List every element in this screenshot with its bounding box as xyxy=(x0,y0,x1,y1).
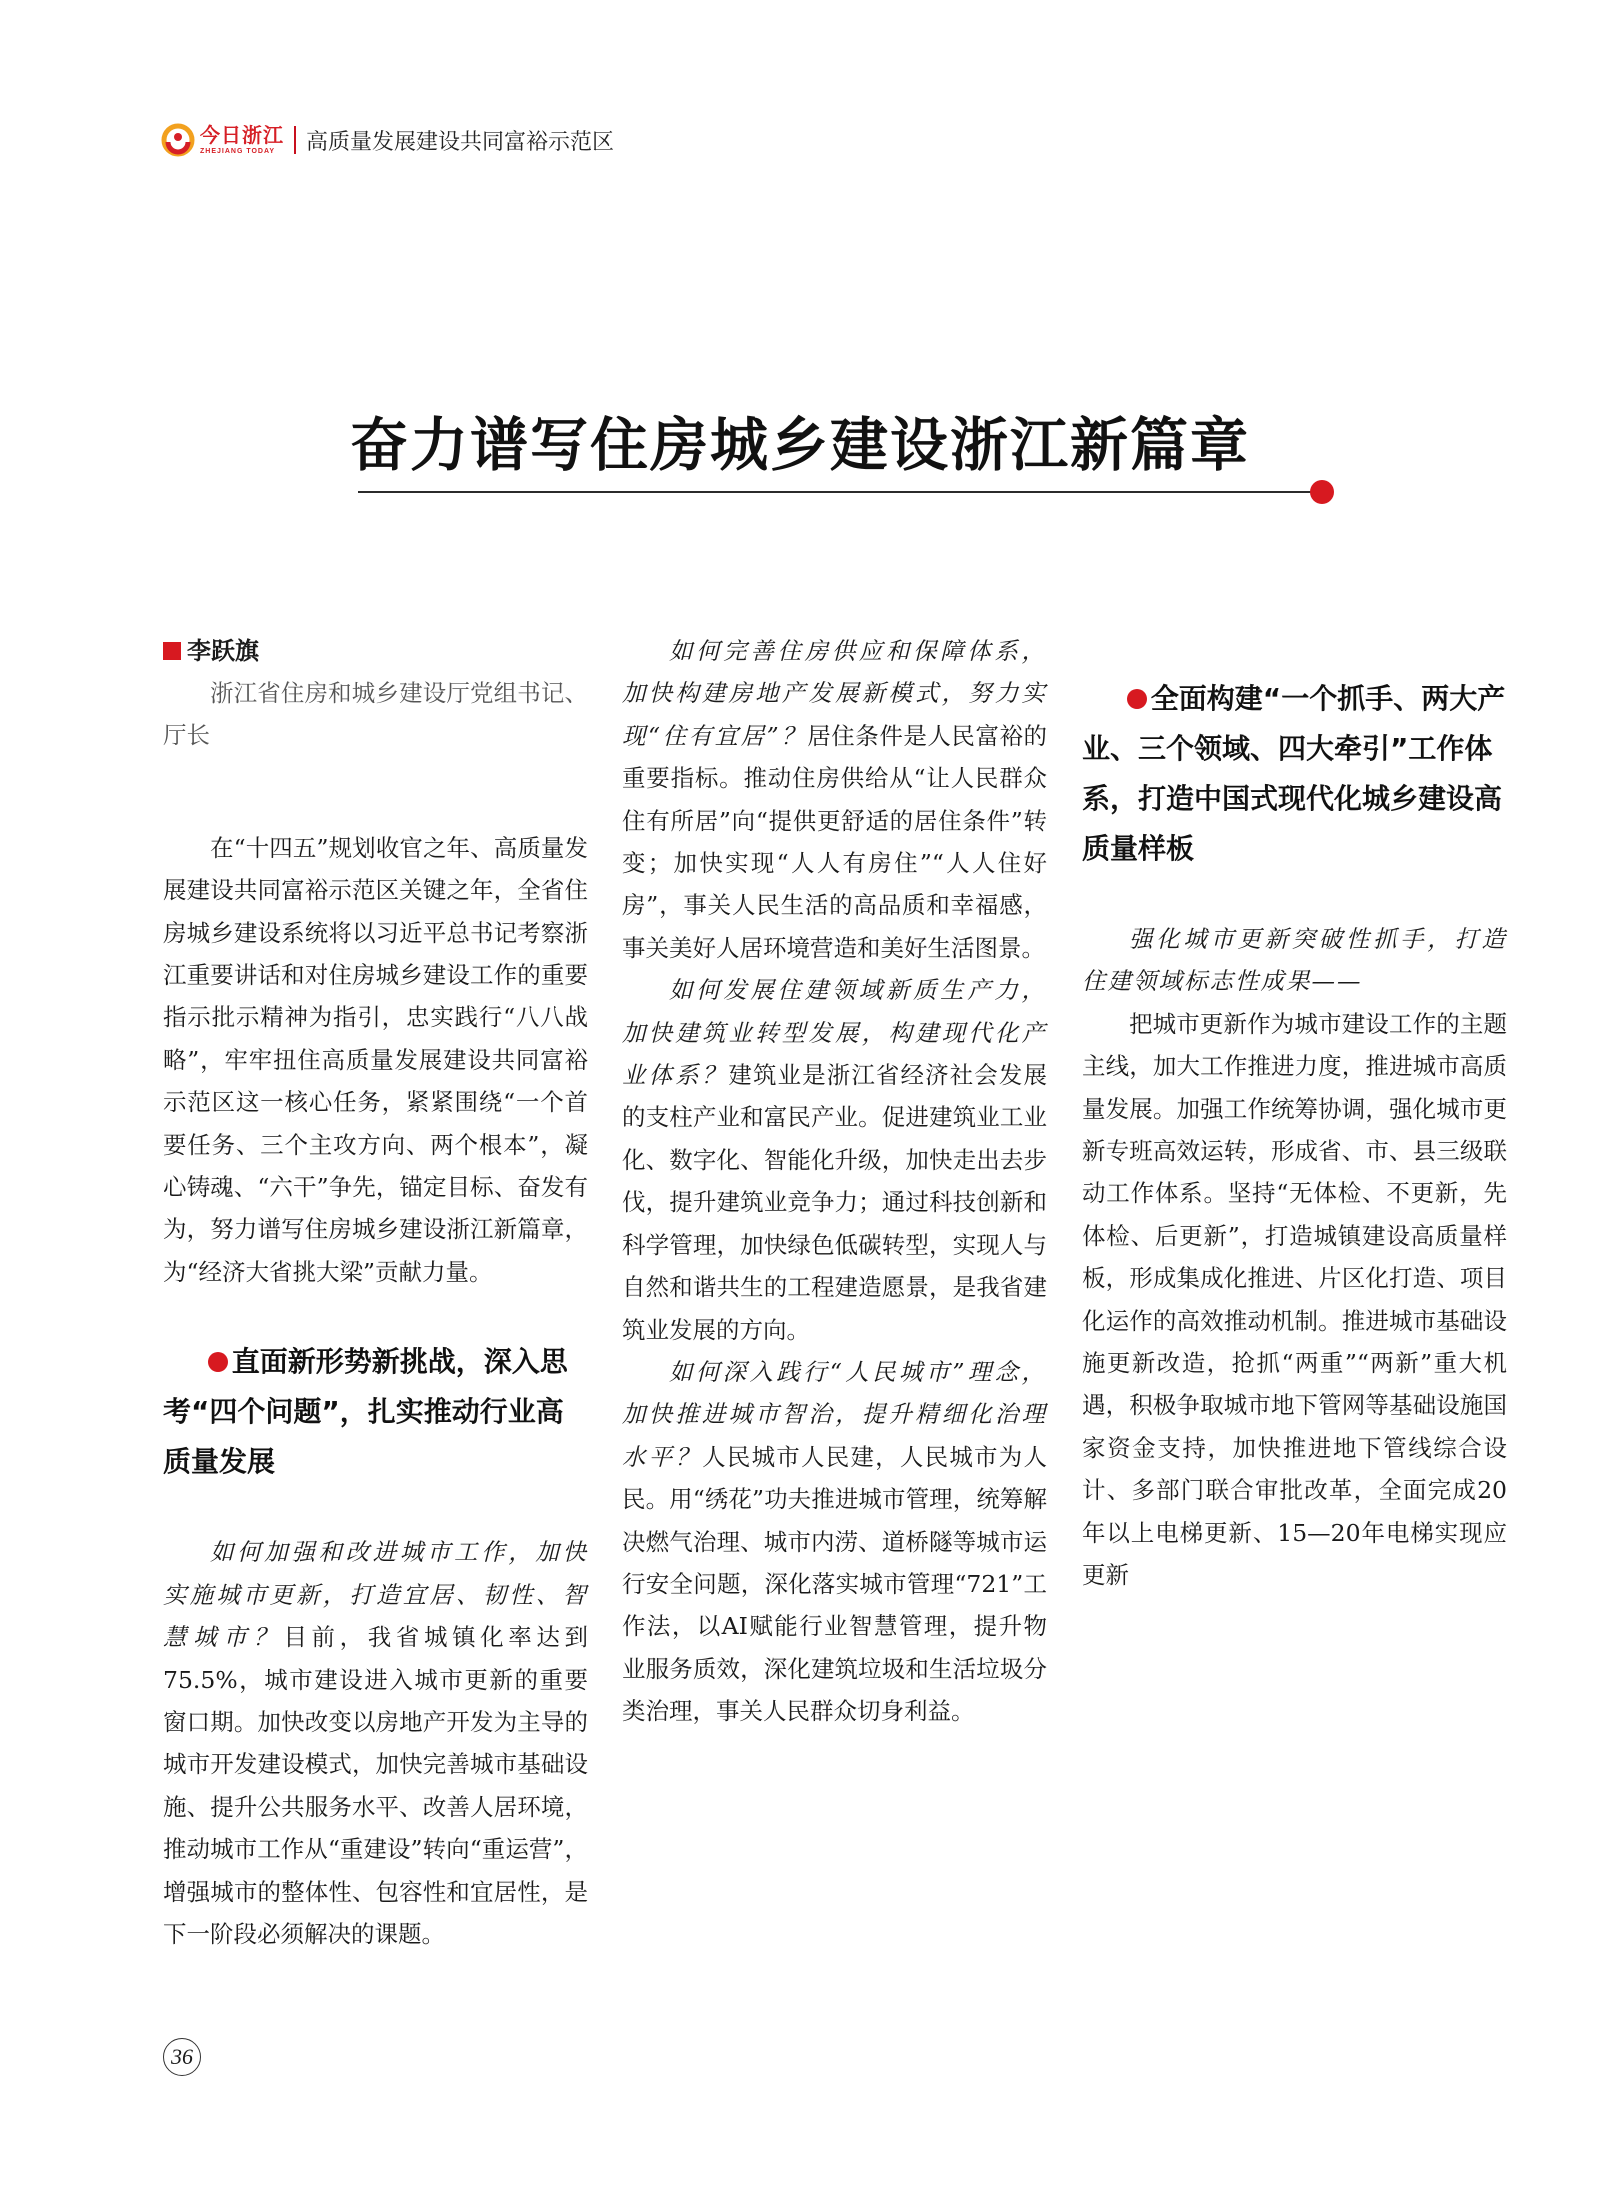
question-3 xyxy=(622,969,1047,1351)
question-3-body: 建筑业是浙江省经济社会发展的支柱产业和富民产业。促进建筑业工业化、数字化、智能化升级，加快走出去步伐，提升建筑业竞争力；通过科技创新和科学管理，加快绿色低碳转型，实现人与自然和谐共生的工程建造愿景，是我省建筑业发展的方向。 xyxy=(622,1061,1047,1344)
title-red-dot xyxy=(1310,480,1334,504)
subsection-1-lead: 强化城市更新突破性抓手，打造住建领域标志性成果—— xyxy=(1082,925,1507,996)
question-4-lead: 如何深入践行“人民城市”理念，加快推进城市智治，提升精细化治理水平？ xyxy=(622,1357,1047,1471)
magazine-logo xyxy=(160,122,284,158)
header-divider xyxy=(294,126,296,154)
red-bullet-icon xyxy=(1127,689,1147,709)
logo-english-text: ZHEJIANG TODAY xyxy=(200,148,276,155)
red-square-icon xyxy=(163,642,181,660)
question-2 xyxy=(622,630,1047,969)
question-3-lead: 如何发展住建领域新质生产力，加快建筑业转型发展，构建现代化产业体系？ xyxy=(622,976,1047,1090)
page-header xyxy=(160,120,614,160)
author-line xyxy=(163,630,588,672)
article-title: 奋力谱写住房城乡建设浙江新篇章 xyxy=(349,411,1250,479)
red-bullet-icon xyxy=(208,1352,228,1372)
section-heading-2: 全面构建“一个抓手、两大产业、三个领域、四大牵引”工作体系，打造中国式现代化城乡建设高质量样板 xyxy=(1082,682,1506,865)
question-4-body: 人民城市人民建，人民城市为人民。用“绣花”功夫推进城市管理，统筹解决燃气治理、城市内涝、道桥隧等城市运行安全问题，深化落实城市管理“721”工作法，以AI赋能行业智慧管理，提升物业服务质效，深化建筑垃圾和生活垃圾分类治理，事关人民群众切身利益。 xyxy=(622,1442,1047,1726)
question-2-lead: 如何完善住房供应和保障体系，加快构建房地产发展新模式，努力实现“住有宜居”？ xyxy=(622,637,1047,750)
question-1-lead: 如何加强和改进城市工作，加快实施城市更新，打造宜居、韧性、智慧城市？ xyxy=(163,1538,588,1652)
section-heading-1: 直面新形势新挑战，深入思考“四个问题”，扎实推动行业高质量发展 xyxy=(163,1345,568,1479)
question-1 xyxy=(163,1531,588,1955)
logo-swirl-icon xyxy=(160,122,196,158)
column-3 xyxy=(1082,630,1507,1597)
section-name: 高质量发展建设共同富裕示范区 xyxy=(306,129,615,155)
column-1 xyxy=(163,630,588,1955)
subsection-1-body: 把城市更新作为城市建设工作的主题主线，加大工作推进力度，推进城市高质量发展。加强工作统筹协调，强化城市更新专班高效运转，形成省、市、县三级联动工作体系。坚持“无体检、不更新，先体检、后更新”，打造城镇建设高质量样板，形成集成化推进、片区化打造、项目化运作的高效推动机制。推进城市基础设施更新改造，抢抓“两重”“两新”重大机遇，积极争取城市地下管网等基础设施国家资金支持，加快推进地下管线综合设计、多部门联合审批改革，全面完成20年以上电梯更新、15—20年电梯实现应更新 xyxy=(1082,1009,1507,1590)
question-1-body: 目前，我省城镇化率达到75.5%，城市建设进入城市更新的重要窗口期。加快改变以房地产开发为主导的城市开发建设模式，加快完善城市基础设施、提升公共服务水平、改善人居环境，推动城市工作从“重建设”转向“重运营”，增强城市的整体性、包容性和宜居性，是下一阶段必须解决的课题。 xyxy=(163,1623,589,1948)
column-2 xyxy=(622,630,1047,1733)
question-4 xyxy=(622,1351,1047,1733)
question-2-body: 居住条件是人民富裕的重要指标。推动住房供给从“让人民群众住有所居”向“提供更舒适的居住条件”转变；加快实现“人人有房住”“人人住好房”，事关人民生活的高品质和幸福感，事关美好人居环境营造和美好生活图景。 xyxy=(622,721,1047,962)
author-title: 浙江省住房和城乡建设厅党组书记、厅长 xyxy=(163,679,588,750)
logo-chinese-text: 今日浙江 xyxy=(200,123,284,147)
page-number: 36 xyxy=(163,2038,201,2076)
title-rule xyxy=(358,491,1320,493)
author-name: 李跃旗 xyxy=(187,636,259,665)
intro-paragraph: 在“十四五”规划收官之年、高质量发展建设共同富裕示范区关键之年，全省住房城乡建设系统将以习近平总书记考察浙江重要讲话和对住房城乡建设工作的重要指示批示精神为指引，忠实践行“八八战略”，牢牢扭住高质量发展建设共同富裕示范区这一核心任务，紧紧围绕“一个首要任务、三个主攻方向、两个根本”，凝心铸魂、“六干”争先，锚定目标、奋发有为，努力谱写住房城乡建设浙江新篇章，为“经济大省挑大梁”贡献力量。 xyxy=(163,833,588,1286)
